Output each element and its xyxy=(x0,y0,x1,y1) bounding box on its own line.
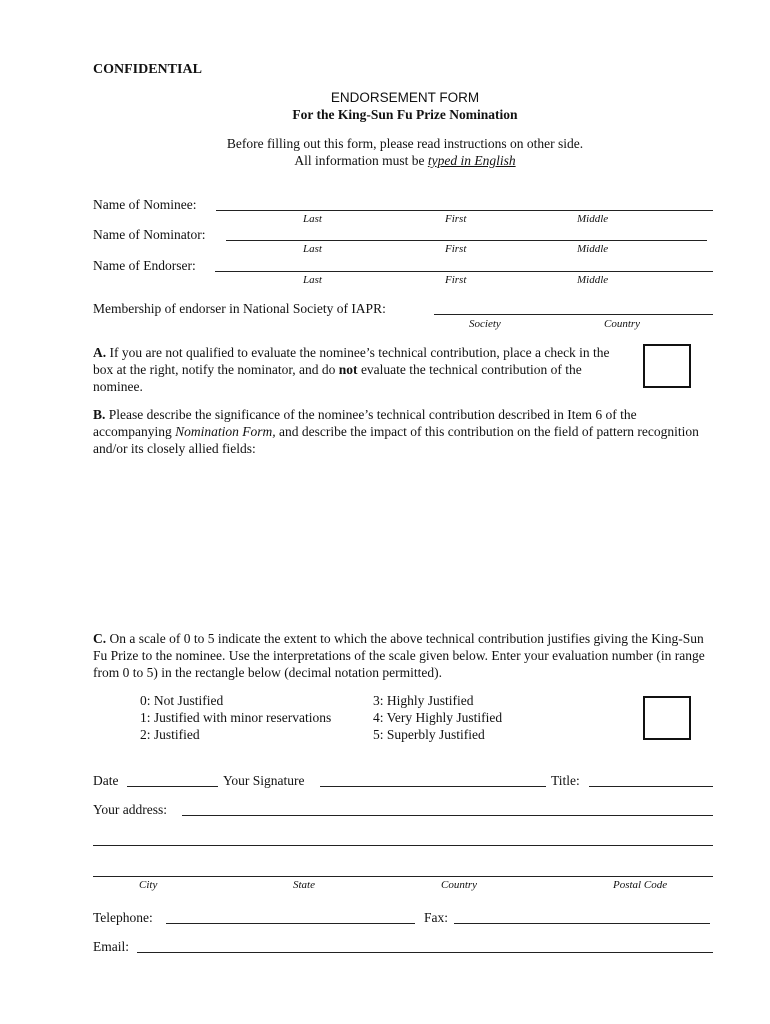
nominee-middle-caption: Middle xyxy=(577,213,609,225)
scale-5: 5: Superbly Justified xyxy=(373,727,485,742)
address-line-1[interactable] xyxy=(182,815,713,816)
address-line-3[interactable] xyxy=(93,876,713,877)
nominee-field[interactable] xyxy=(216,210,713,211)
city-caption: City xyxy=(139,879,158,891)
section-a-text-1: If you are not qualified to evaluate the nominee’s technical contribution, place a check in the box at the right, notify the nominator, and do xyxy=(93,345,610,377)
membership-society-caption: Society xyxy=(469,318,501,330)
endorser-middle-caption: Middle xyxy=(577,274,609,286)
scale-3: 3: Highly Justified xyxy=(373,693,474,708)
scale-0: 0: Not Justified xyxy=(140,693,224,708)
endorser-field[interactable] xyxy=(215,271,713,272)
membership-label: Membership of endorser in National Society of IAPR: xyxy=(93,301,386,316)
endorser-label: Name of Endorser: xyxy=(93,258,196,273)
section-b-response-area[interactable] xyxy=(93,462,715,622)
nominator-middle-caption: Middle xyxy=(577,243,609,255)
postal-code-caption: Postal Code xyxy=(613,879,668,891)
email-field[interactable] xyxy=(137,952,713,953)
scale-2: 2: Justified xyxy=(140,727,200,742)
typed-in-english: typed in English xyxy=(427,153,516,168)
evaluation-score-box[interactable] xyxy=(643,696,691,740)
section-a-text-2: evaluate the technical contribution of the nominee. xyxy=(93,362,582,394)
instruction-line-2 xyxy=(20,153,770,169)
nominator-label: Name of Nominator: xyxy=(93,227,206,242)
date-field[interactable] xyxy=(127,786,218,787)
section-a-text xyxy=(93,344,623,395)
title-field[interactable] xyxy=(589,786,713,787)
fax-field[interactable] xyxy=(454,923,710,924)
scale-4: 4: Very Highly Justified xyxy=(373,710,503,725)
endorser-first-caption: First xyxy=(445,274,467,286)
section-b-text-2: and describe the impact of this contribution on the field of pattern recognition and/or its closely allied fields: xyxy=(93,424,699,456)
country-caption: Country xyxy=(441,879,478,891)
nominee-first-caption: First xyxy=(445,213,467,225)
nominee-last-caption: Last xyxy=(303,213,322,225)
address-line-2[interactable] xyxy=(93,845,713,846)
not-qualified-checkbox[interactable] xyxy=(643,344,691,388)
nominator-last-caption: Last xyxy=(303,243,322,255)
membership-field[interactable] xyxy=(434,314,713,315)
confidential-label: CONFIDENTIAL xyxy=(93,62,202,77)
section-b-text xyxy=(93,406,718,457)
section-a-not: not xyxy=(338,362,358,377)
date-label: Date xyxy=(93,773,119,788)
form-title: ENDORSEMENT FORM xyxy=(330,90,480,105)
address-label: Your address: xyxy=(93,802,168,817)
section-b-letter: B. xyxy=(93,407,106,422)
membership-country-caption: Country xyxy=(604,318,641,330)
signature-label: Your Signature xyxy=(223,773,305,788)
section-a-letter: A. xyxy=(93,345,107,360)
telephone-field[interactable] xyxy=(166,923,415,924)
fax-label: Fax: xyxy=(424,910,449,925)
instruction-prefix: All information must be xyxy=(294,153,428,168)
nominator-first-caption: First xyxy=(445,243,467,255)
section-c-letter: C. xyxy=(93,631,107,646)
nominee-label: Name of Nominee: xyxy=(93,197,197,212)
nomination-form-ref: Nomination Form, xyxy=(175,424,276,439)
section-c-body: On a scale of 0 to 5 indicate the extent to which the above technical contribution justifies giving the King-Sun Fu Prize to the nominee. Use the interpretations of the scale given below. Enter your evaluation number (in range from 0 to 5) in the rectangle below (decimal notation permitted). xyxy=(93,631,705,680)
title-label: Title: xyxy=(551,773,580,788)
telephone-label: Telephone: xyxy=(93,910,153,925)
endorser-last-caption: Last xyxy=(303,274,322,286)
section-b-text-1: Please describe the significance of the nominee’s technical contribution described in Item 6 of the accompanying xyxy=(93,407,637,439)
form-subtitle: For the King-Sun Fu Prize Nomination xyxy=(292,107,518,122)
section-c-text xyxy=(93,630,718,681)
state-caption: State xyxy=(293,879,315,891)
instruction-line-1: Before filling out this form, please read instructions on other side. xyxy=(226,136,584,151)
email-label: Email: xyxy=(93,939,129,954)
nominator-field[interactable] xyxy=(226,240,707,241)
signature-field[interactable] xyxy=(320,786,546,787)
scale-1: 1: Justified with minor reservations xyxy=(140,710,332,725)
